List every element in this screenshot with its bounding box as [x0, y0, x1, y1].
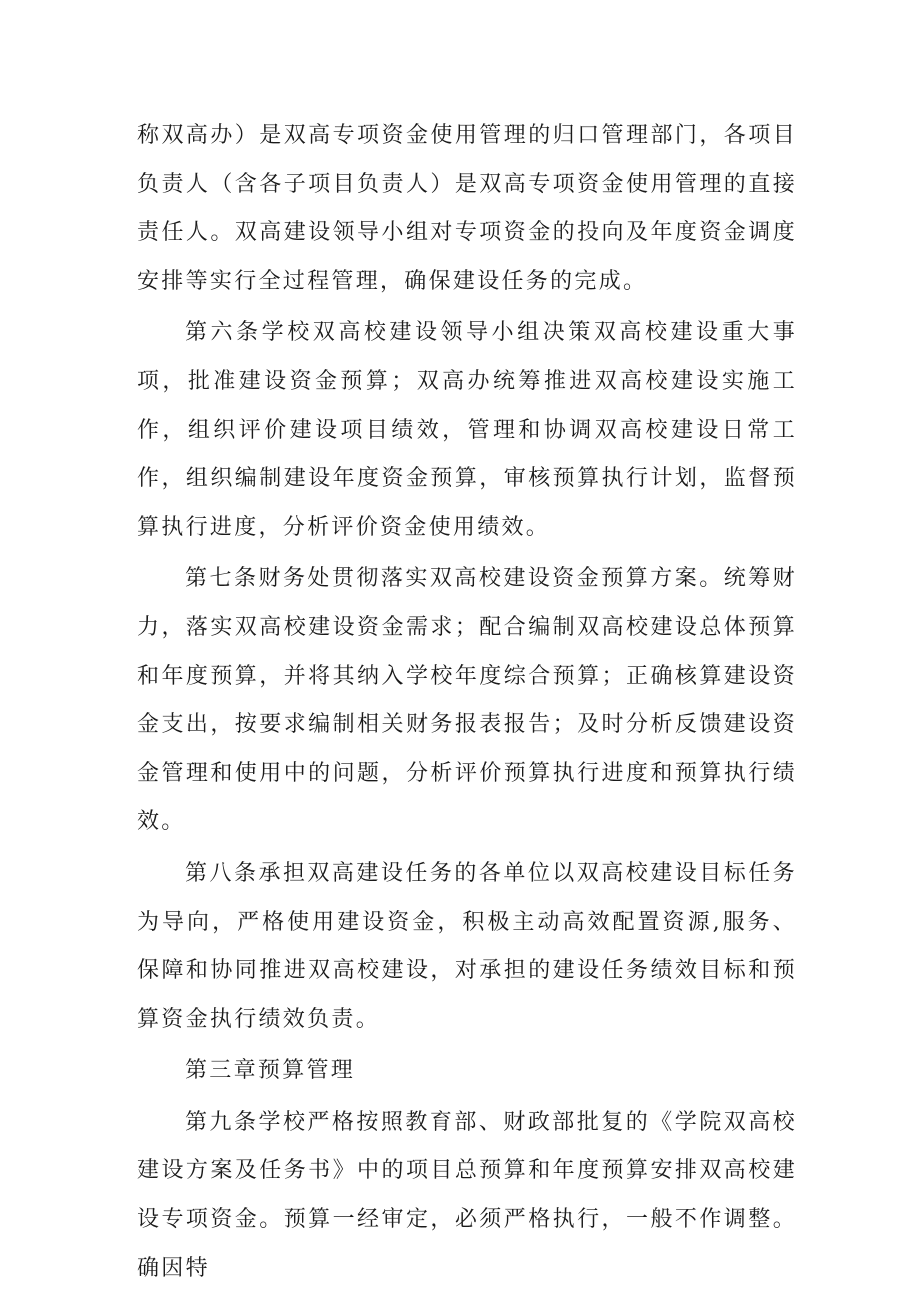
chapter-heading: 第三章预算管理 [185, 1058, 356, 1084]
paragraph-article-8: 第八条承担双高建设任务的各单位以双高校建设目标任务为导向，严格使用建设资金，积极主动高效配置资源,服务、保障和协同推进双高校建设，对承担的建设任务绩效目标和预算资金执行绩效负责。 [137, 860, 797, 1032]
paragraph-article-7: 第七条财务处贯彻落实双高校建设资金预算方案。统筹财力，落实双高校建设资金需求；配合编制双高校建设总体预算和年度预算，并将其纳入学校年度综合预算；正确核算建设资金支出，按要求编制相关财务报表报告；及时分析反馈建设资金管理和使用中的问题，分析评价预算执行进度和预算执行绩效。 [137, 566, 797, 835]
paragraph-article-9: 第九条学校严格按照教育部、财政部批复的《学院双高校建设方案及任务书》中的项目总预算和年度预算安排双高校建设专项资金。预算一经审定，必须严格执行，一般不作调整。确因特 [137, 1109, 797, 1281]
paragraph-article-6: 第六条学校双高校建设领导小组决策双高校建设重大事项，批准建设资金预算；双高办统筹推进双高校建设实施工作，组织评价建设项目绩效，管理和协调双高校建设日常工作，组织编制建设年度资金预算，审核预算执行计划，监督预算执行进度，分析评价资金使用绩效。 [137, 320, 797, 540]
paragraph-continuation: 称双高办）是双高专项资金使用管理的归口管理部门，各项目负责人（含各子项目负责人）是双高专项资金使用管理的直接责任人。双高建设领导小组对专项资金的投向及年度资金调度安排等实行全过程管理，确保建设任务的完成。 [137, 123, 797, 294]
document-body [137, 112, 797, 1296]
